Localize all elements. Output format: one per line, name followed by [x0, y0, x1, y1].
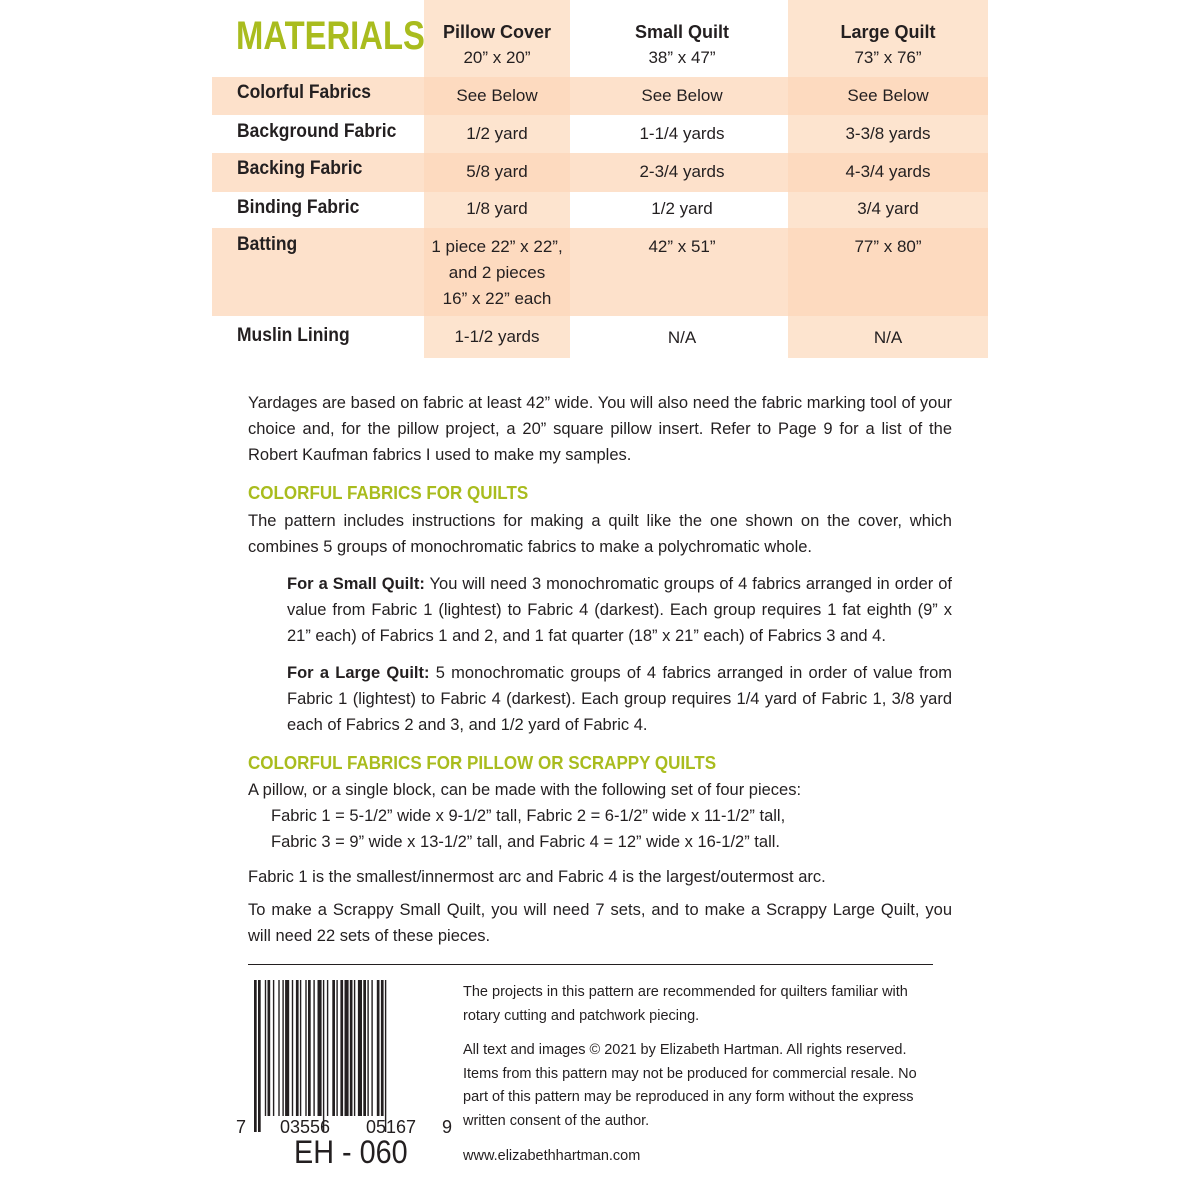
row-label: Background Fabric — [237, 121, 397, 142]
barcode-bar — [363, 980, 366, 1116]
materials-title: MATERIALS — [236, 14, 425, 58]
barcode-bar — [350, 980, 353, 1116]
cell-pillow — [424, 234, 570, 312]
cell-pillow: 5/8 yard — [466, 162, 528, 181]
cell-small: 1-1/4 yards — [639, 124, 725, 143]
cell-small: See Below — [641, 86, 723, 105]
website-link[interactable]: www.elizabethhartman.com — [463, 1148, 641, 1164]
barcode-lead-digit: 7 — [236, 1117, 247, 1137]
barcode-bar — [371, 980, 372, 1116]
barcode-check-digit: 9 — [442, 1117, 453, 1137]
cell-pillow: 1-1/2 yards — [454, 327, 540, 346]
barcode-bar — [313, 980, 314, 1116]
barcode-bar — [268, 980, 271, 1116]
small-quilt-text: You will need 3 monochromatic groups of 4 fabrics arranged in order of value from Fabric 1 (lightest) to Fabric 4 (darkest). Each group requires 1 fat eighth (9” x 21” each) of Fabrics 1 and 2, and 1 fat quarter (18” x 21” each) of Fabrics 3 and 4. — [287, 575, 952, 645]
pillow-intro: A pillow, or a single block, can be made with the following set of four pieces: — [248, 781, 802, 799]
cell-small: N/A — [667, 328, 697, 347]
row-label: Backing Fabric — [237, 158, 363, 179]
barcode-bar — [323, 980, 324, 1132]
barcode-bars — [248, 980, 453, 1140]
cell-large: 4-3/4 yards — [845, 162, 931, 181]
yardage-note: Yardages are based on fabric at least 42” wide. You will also need the fabric marking tool of your choice and, for the pillow project, a 20” square pillow insert. Refer to Page 9 for a list of the Robert Kaufman fabrics I used to make my samples. — [248, 394, 952, 464]
skill-note: The projects in this pattern are recommended for quilters familiar with rotary cutting and patchwork piecing. — [463, 984, 908, 1024]
column-size: 20” x 20” — [463, 48, 531, 67]
barcode-bar — [273, 980, 274, 1116]
cell-pillow: See Below — [456, 86, 538, 105]
column-size: 73” x 76” — [854, 48, 922, 67]
barcode-group-1: 03556 — [280, 1117, 331, 1137]
large-quilt-label: For a Large Quilt: — [287, 664, 430, 682]
column-header-pillow — [424, 20, 570, 70]
barcode-bar — [296, 980, 299, 1116]
barcode-bar — [254, 980, 257, 1132]
column-header-small-quilt — [582, 20, 782, 70]
barcode-bar — [285, 980, 289, 1116]
cell-pillow: 1/2 yard — [466, 124, 528, 143]
small-quilt-paragraph — [287, 571, 952, 649]
barcode — [248, 980, 453, 1130]
fabric-sizes-line-1: Fabric 1 = 5-1/2” wide x 9-1/2” tall, Fabric 2 = 6-1/2” wide x 11-1/2” tall, — [271, 807, 786, 825]
column-name: Pillow Cover — [442, 22, 552, 42]
barcode-bar — [332, 980, 335, 1116]
cell-large: 3-3/8 yards — [845, 124, 931, 143]
cell-large: N/A — [873, 328, 903, 347]
barcode-bar — [336, 980, 337, 1116]
barcode-bar — [385, 980, 386, 1132]
cell-large: See Below — [847, 86, 929, 105]
barcode-bar — [308, 980, 311, 1116]
barcode-bar — [258, 980, 261, 1132]
row-label: Binding Fabric — [237, 197, 360, 218]
cell-small: 42” x 51” — [648, 237, 716, 256]
barcode-bar — [358, 980, 362, 1116]
column-name: Small Quilt — [634, 22, 730, 42]
cell-large: 77” x 80” — [854, 237, 922, 256]
cell-large: 3/4 yard — [857, 199, 919, 218]
arc-note: Fabric 1 is the smallest/innermost arc and Fabric 4 is the largest/outermost arc. — [248, 868, 826, 886]
barcode-bar — [340, 980, 343, 1116]
column-header-large-quilt — [788, 20, 988, 70]
footer-divider — [248, 964, 933, 965]
product-code: EH - 060 — [294, 1134, 408, 1170]
barcode-bar — [278, 980, 279, 1116]
large-quilt-paragraph — [287, 660, 952, 738]
cell-small: 1/2 yard — [651, 199, 713, 218]
row-label: Muslin Lining — [237, 325, 350, 346]
quilts-intro: The pattern includes instructions for making a quilt like the one shown on the cover, which combines 5 groups of monochromatic fabrics to make a polychromatic whole. — [248, 512, 952, 556]
barcode-bar — [345, 980, 349, 1116]
cell-line: and 2 pieces — [448, 263, 546, 282]
column-name: Large Quilt — [840, 22, 936, 42]
barcode-bar — [377, 980, 380, 1116]
cell-line: 1 piece 22” x 22”, — [431, 237, 563, 256]
copyright-note: All text and images © 2021 by Elizabeth Hartman. All rights reserved. Items from this pattern may not be produced for commercial resale. No part of this pattern may be reproduced in any form without the express written consent of the author. — [463, 1042, 917, 1129]
column-size: 38” x 47” — [648, 48, 716, 67]
cell-line: 16” x 22” each — [442, 289, 552, 308]
barcode-bar — [292, 980, 293, 1116]
barcode-bar — [381, 980, 384, 1116]
row-label: Colorful Fabrics — [237, 82, 372, 103]
barcode-bar — [327, 980, 328, 1116]
small-quilt-label: For a Small Quilt: — [287, 575, 425, 593]
materials-table — [212, 0, 988, 358]
barcode-bar — [282, 980, 283, 1116]
barcode-bar — [305, 980, 306, 1116]
cell-small: 2-3/4 yards — [639, 162, 725, 181]
barcode-group-2: 05167 — [366, 1117, 417, 1137]
barcode-bar — [300, 980, 301, 1116]
barcode-bar — [318, 980, 322, 1116]
row-label: Batting — [237, 234, 298, 255]
scrappy-note: To make a Scrappy Small Quilt, you will need 7 sets, and to make a Scrappy Large Quilt, you will need 22 sets of these pieces. — [248, 901, 952, 945]
barcode-bar — [354, 980, 355, 1116]
section-heading-quilts: COLORFUL FABRICS FOR QUILTS — [248, 482, 529, 503]
fabric-sizes-line-2: Fabric 3 = 9” wide x 13-1/2” tall, and Fabric 4 = 12” wide x 16-1/2” tall. — [271, 833, 780, 851]
section-heading-pillow: COLORFUL FABRICS FOR PILLOW OR SCRAPPY QUILTS — [248, 752, 717, 773]
cell-pillow: 1/8 yard — [466, 199, 528, 218]
barcode-bar — [265, 980, 266, 1116]
large-quilt-text: 5 monochromatic groups of 4 fabrics arranged in order of value from Fabric 1 (lightest) to Fabric 4 (darkest). Each group requires 1/4 yard of Fabric 1, 3/8 yard each of Fabrics 2 and 3, and 1/2 yard of Fabric 4. — [287, 664, 952, 734]
barcode-bar — [367, 980, 368, 1116]
